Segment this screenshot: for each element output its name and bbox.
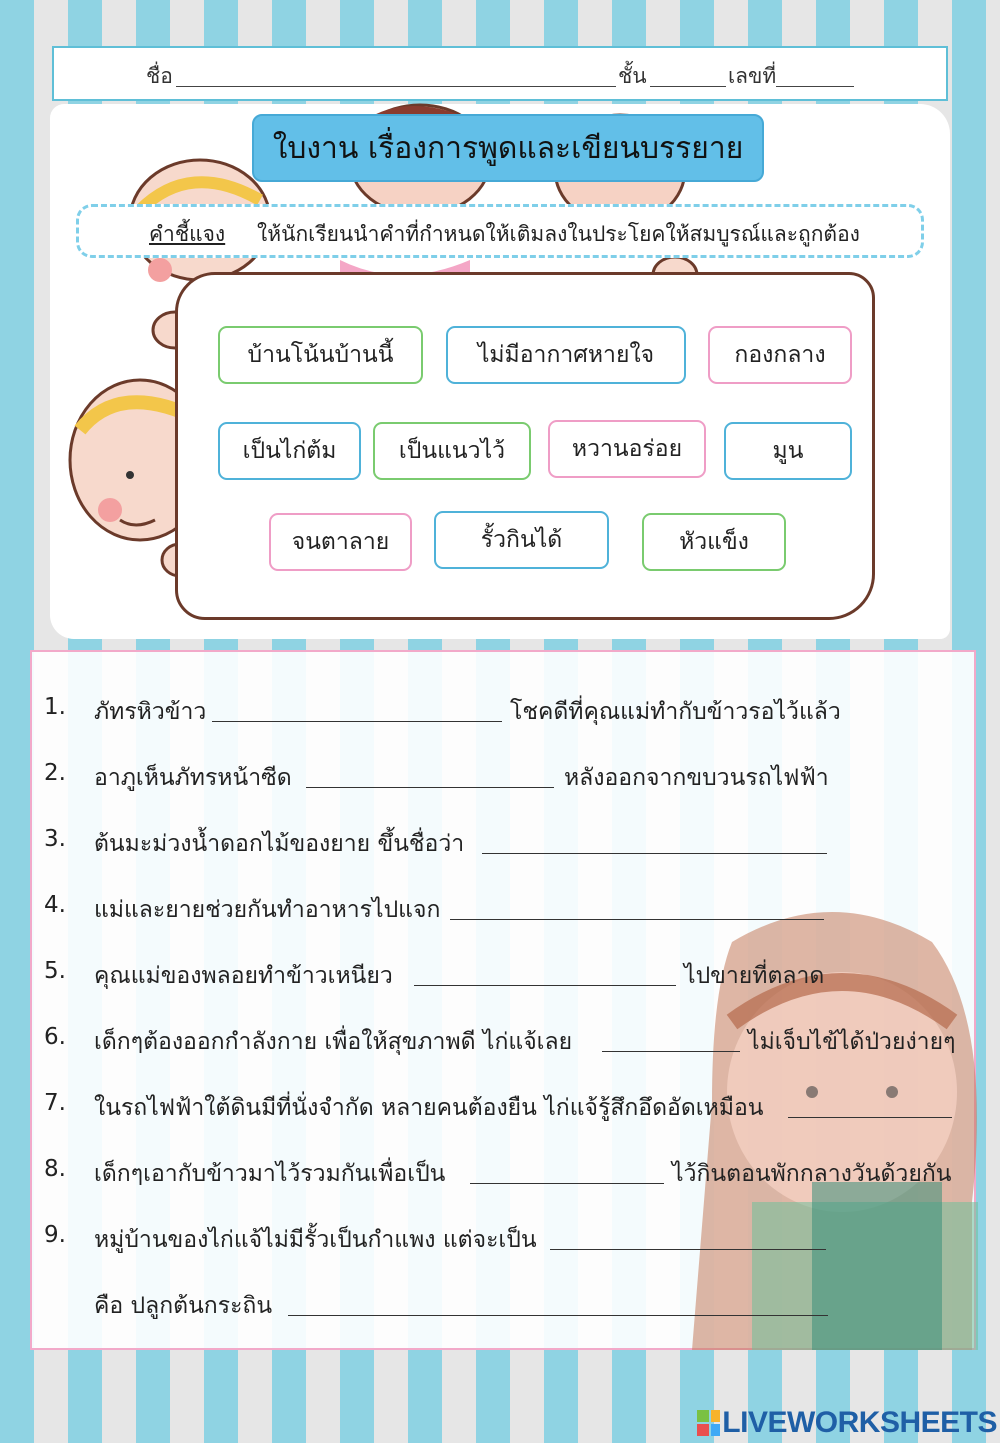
word-chip[interactable]: มูน xyxy=(724,422,852,480)
student-info-header xyxy=(52,46,948,101)
answer-blank[interactable] xyxy=(288,1315,828,1316)
question-text: อาภูเห็นภัทรหน้าซีด xyxy=(94,765,292,791)
question-number: 9. xyxy=(44,1222,66,1248)
word-chip[interactable]: รั้วกินได้ xyxy=(434,511,609,569)
class-field[interactable] xyxy=(650,86,726,87)
word-chip[interactable]: กองกลาง xyxy=(708,326,852,384)
class-label: ชั้น xyxy=(618,64,647,88)
question-text: เด็กๆเอากับข้าวมาไว้รวมกันเพื่อเป็น xyxy=(94,1161,446,1187)
question-1 xyxy=(32,688,978,728)
liveworksheets-logo-icon xyxy=(697,1410,720,1436)
question-number: 5. xyxy=(44,958,66,984)
question-text: คือ ปลูกต้นกระถิน xyxy=(94,1293,273,1319)
question-text: ต้นมะม่วงน้ำดอกไม้ของยาย ขึ้นชื่อว่า xyxy=(94,831,465,857)
question-number: 2. xyxy=(44,760,66,786)
name-field[interactable] xyxy=(176,86,616,87)
questions-area xyxy=(30,650,976,1350)
question-number: 7. xyxy=(44,1090,66,1116)
answer-blank[interactable] xyxy=(414,985,676,986)
word-chip[interactable]: เป็นไก่ต้ม xyxy=(218,422,361,480)
question-text: หมู่บ้านของไก่แจ้ไม่มีรั้วเป็นกำแพง แต่จะเป็น xyxy=(94,1227,537,1253)
word-chip[interactable]: หัวแข็ง xyxy=(642,513,786,571)
question-number: 4. xyxy=(44,892,66,918)
number-field[interactable] xyxy=(776,86,854,87)
word-chip[interactable]: หวานอร่อย xyxy=(548,420,706,478)
question-9 xyxy=(32,1216,978,1256)
answer-blank[interactable] xyxy=(788,1117,952,1118)
instructions-text: ให้นักเรียนนำคำที่กำหนดให้เติมลงในประโยคให้สมบูรณ์และถูกต้อง xyxy=(257,222,860,246)
question-number: 6. xyxy=(44,1024,66,1050)
answer-blank[interactable] xyxy=(482,853,827,854)
worksheet-title: ใบงาน เรื่องการพูดและเขียนบรรยาย xyxy=(252,114,764,182)
answer-blank[interactable] xyxy=(550,1249,826,1250)
instructions-label: คำชี้แจง xyxy=(149,222,226,246)
question-7 xyxy=(32,1084,978,1124)
question-number: 1. xyxy=(44,694,66,720)
answer-blank[interactable] xyxy=(212,721,502,722)
question-text-after: ไปขายที่ตลาด xyxy=(684,963,825,989)
word-chip[interactable]: จนตาลาย xyxy=(269,513,412,571)
word-chip[interactable]: ไม่มีอากาศหายใจ xyxy=(446,326,686,384)
answer-blank[interactable] xyxy=(602,1051,740,1052)
question-3 xyxy=(32,820,978,860)
question-text: เด็กๆต้องออกกำลังกาย เพื่อให้สุขภาพดี ไก่แจ้เลย xyxy=(94,1029,573,1055)
answer-blank[interactable] xyxy=(450,919,824,920)
question-text-after: โชคดีที่คุณแม่ทำกับข้าวรอไว้แล้ว xyxy=(510,699,841,725)
answer-blank[interactable] xyxy=(306,787,554,788)
question-8 xyxy=(32,1150,978,1190)
number-label: เลขที่ xyxy=(728,64,777,88)
question-text-after: หลังออกจากขบวนรถไฟฟ้า xyxy=(564,765,829,791)
question-text-after: ไม่เจ็บไข้ได้ป่วยง่ายๆ xyxy=(748,1029,956,1055)
question-2 xyxy=(32,754,978,794)
word-chip[interactable]: บ้านโน้นบ้านนี้ xyxy=(218,326,423,384)
question-number: 3. xyxy=(44,826,66,852)
logo-text: LIVEWORKSHEETS xyxy=(722,1406,997,1439)
question-5 xyxy=(32,952,978,992)
liveworksheets-logo[interactable] xyxy=(697,1406,997,1440)
answer-blank[interactable] xyxy=(470,1183,664,1184)
question-text: แม่และยายช่วยกันทำอาหารไปแจก xyxy=(94,897,441,923)
question-number: 8. xyxy=(44,1156,66,1182)
question-6 xyxy=(32,1018,978,1058)
name-label: ชื่อ xyxy=(146,64,173,88)
instructions-box xyxy=(76,204,924,258)
question-text: ภัทรหิวข้าว xyxy=(94,699,207,725)
question-9-continued xyxy=(32,1282,978,1322)
question-4 xyxy=(32,886,978,926)
question-text: คุณแม่ของพลอยทำข้าวเหนียว xyxy=(94,963,393,989)
word-chip[interactable]: เป็นแนวไว้ xyxy=(373,422,531,480)
question-text: ในรถไฟฟ้าใต้ดินมีที่นั่งจำกัด หลายคนต้องยืน ไก่แจ้รู้สึกอึดอัดเหมือน xyxy=(94,1095,764,1121)
question-text-after: ไว้กินตอนพักกลางวันด้วยกัน xyxy=(672,1161,952,1187)
